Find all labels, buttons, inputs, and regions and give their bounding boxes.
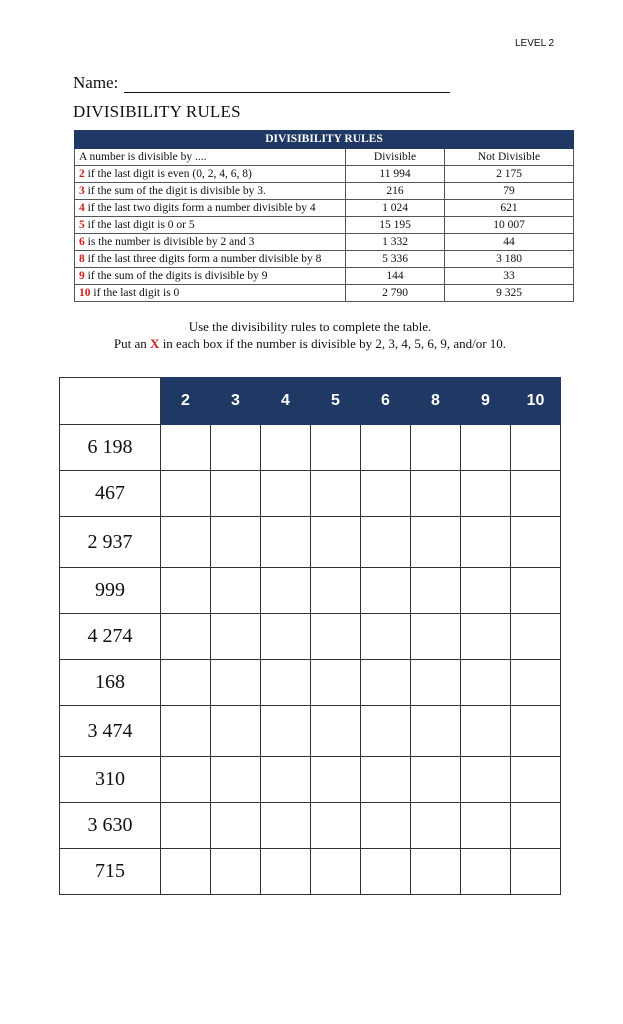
rules-banner: DIVISIBILITY RULES [75, 131, 574, 149]
number-label: 999 [60, 568, 161, 614]
answer-cell[interactable] [511, 568, 561, 614]
rules-row [75, 183, 574, 200]
divisible-example: 1 332 [346, 234, 445, 251]
answer-cell[interactable] [361, 660, 411, 706]
answer-cell[interactable] [511, 517, 561, 568]
answer-cell[interactable] [161, 425, 211, 471]
answer-cell[interactable] [261, 425, 311, 471]
rules-row [75, 234, 574, 251]
answer-cell[interactable] [311, 614, 361, 660]
answer-cell[interactable] [361, 568, 411, 614]
divisor-header: 10 [511, 378, 561, 425]
not-divisible-example: 79 [445, 183, 574, 200]
divisor-header: 5 [311, 378, 361, 425]
rules-row [75, 200, 574, 217]
rule-description: if the sum of the digits is divisible by 9 [84, 269, 268, 282]
answer-cell[interactable] [211, 849, 261, 895]
rules-header-rule: A number is divisible by .... [75, 149, 346, 166]
answer-cell[interactable] [461, 425, 511, 471]
answer-cell[interactable] [511, 425, 561, 471]
divisible-example: 144 [346, 268, 445, 285]
rules-row [75, 268, 574, 285]
rule-description: if the sum of the digit is divisible by 3. [84, 184, 266, 197]
rule-divisor: 4 [79, 201, 85, 214]
answer-grid [59, 377, 561, 895]
answer-cell[interactable] [361, 757, 411, 803]
answer-cell[interactable] [311, 757, 361, 803]
answer-cell[interactable] [161, 706, 211, 757]
grid-row [60, 425, 561, 471]
rule-text [75, 166, 346, 183]
divisor-header: 2 [161, 378, 211, 425]
answer-cell[interactable] [361, 517, 411, 568]
answer-cell[interactable] [311, 425, 361, 471]
answer-cell[interactable] [511, 849, 561, 895]
grid-row [60, 849, 561, 895]
rule-divisor: 6 [79, 235, 85, 248]
rule-description: if the last digit is 0 or 5 [84, 218, 195, 231]
rules-header-row [75, 149, 574, 166]
number-label: 3 630 [60, 803, 161, 849]
instruction-line-1: Use the divisibility rules to complete the table. [188, 319, 432, 334]
grid-corner [60, 378, 161, 425]
answer-cell[interactable] [261, 849, 311, 895]
answer-cell[interactable] [161, 517, 211, 568]
instruction-post: in each box if the number is divisible by 2, 3, 4, 5, 6, 9, and/or 10. [159, 336, 507, 351]
name-row [73, 73, 450, 93]
answer-cell[interactable] [361, 803, 411, 849]
number-label: 2 937 [60, 517, 161, 568]
answer-cell[interactable] [211, 568, 261, 614]
rule-text [75, 200, 346, 217]
not-divisible-example: 621 [445, 200, 574, 217]
grid-row [60, 614, 561, 660]
answer-cell[interactable] [261, 660, 311, 706]
divisible-example: 2 790 [346, 285, 445, 302]
rule-divisor: 10 [79, 286, 91, 299]
answer-cell[interactable] [261, 568, 311, 614]
divisor-header: 9 [461, 378, 511, 425]
answer-cell[interactable] [461, 757, 511, 803]
number-label: 4 274 [60, 614, 161, 660]
instructions [60, 318, 560, 352]
answer-cell[interactable] [411, 517, 461, 568]
answer-cell[interactable] [361, 425, 411, 471]
number-label: 467 [60, 471, 161, 517]
answer-cell[interactable] [211, 471, 261, 517]
answer-cell[interactable] [161, 757, 211, 803]
rule-divisor: 9 [79, 269, 85, 282]
grid-row [60, 517, 561, 568]
instruction-pre: Put an [113, 336, 151, 351]
answer-cell[interactable] [411, 471, 461, 517]
rule-description: if the last digit is even (0, 2, 4, 6, 8) [84, 167, 252, 180]
divisor-header: 3 [211, 378, 261, 425]
grid-row [60, 471, 561, 517]
rule-description: if the last digit is 0 [90, 286, 180, 299]
rules-row [75, 217, 574, 234]
answer-cell[interactable] [461, 614, 511, 660]
number-label: 715 [60, 849, 161, 895]
rules-table [74, 130, 574, 302]
divisible-example: 11 994 [346, 166, 445, 183]
name-field[interactable] [124, 74, 450, 93]
grid-row [60, 568, 561, 614]
answer-cell[interactable] [461, 471, 511, 517]
answer-cell[interactable] [161, 660, 211, 706]
not-divisible-example: 2 175 [445, 166, 574, 183]
rule-description: if the last two digits form a number divisible by 4 [84, 201, 316, 214]
answer-cell[interactable] [211, 517, 261, 568]
answer-cell[interactable] [311, 517, 361, 568]
rule-divisor: 2 [79, 167, 85, 180]
rule-text [75, 217, 346, 234]
answer-cell[interactable] [211, 660, 261, 706]
answer-cell[interactable] [311, 568, 361, 614]
rule-divisor: 8 [79, 252, 85, 265]
answer-cell[interactable] [161, 849, 211, 895]
rule-text [75, 251, 346, 268]
answer-cell[interactable] [461, 849, 511, 895]
answer-cell[interactable] [411, 706, 461, 757]
answer-cell[interactable] [411, 803, 461, 849]
rule-text [75, 234, 346, 251]
rules-header-divisible: Divisible [346, 149, 445, 166]
rule-description: is the number is divisible by 2 and 3 [84, 235, 255, 248]
answer-cell[interactable] [461, 706, 511, 757]
rule-description: if the last three digits form a number divisible by 8 [84, 252, 322, 265]
x-mark-label: X [150, 336, 160, 351]
number-label: 3 474 [60, 706, 161, 757]
answer-cell[interactable] [161, 471, 211, 517]
page-title: DIVISIBILITY RULES [73, 102, 241, 121]
answer-cell[interactable] [311, 803, 361, 849]
divisor-header: 6 [361, 378, 411, 425]
answer-cell[interactable] [511, 706, 561, 757]
grid-row [60, 803, 561, 849]
answer-cell[interactable] [311, 849, 361, 895]
answer-cell[interactable] [211, 706, 261, 757]
answer-cell[interactable] [511, 757, 561, 803]
answer-cell[interactable] [511, 660, 561, 706]
answer-cell[interactable] [261, 803, 311, 849]
divisible-example: 5 336 [346, 251, 445, 268]
divisible-example: 216 [346, 183, 445, 200]
not-divisible-example: 3 180 [445, 251, 574, 268]
answer-cell[interactable] [161, 568, 211, 614]
instruction-line-2 [60, 335, 560, 352]
answer-cell[interactable] [411, 425, 461, 471]
rule-text [75, 285, 346, 302]
divisible-example: 15 195 [346, 217, 445, 234]
answer-cell[interactable] [261, 757, 311, 803]
answer-cell[interactable] [211, 614, 261, 660]
answer-cell[interactable] [261, 614, 311, 660]
answer-cell[interactable] [361, 849, 411, 895]
number-label: 310 [60, 757, 161, 803]
number-label: 6 198 [60, 425, 161, 471]
grid-row [60, 706, 561, 757]
not-divisible-example: 33 [445, 268, 574, 285]
answer-cell[interactable] [261, 517, 311, 568]
rule-text [75, 183, 346, 200]
answer-cell[interactable] [261, 706, 311, 757]
grid-row [60, 757, 561, 803]
answer-cell[interactable] [361, 706, 411, 757]
answer-cell[interactable] [361, 471, 411, 517]
rules-row [75, 166, 574, 183]
grid-row [60, 660, 561, 706]
answer-cell[interactable] [411, 568, 461, 614]
answer-cell[interactable] [411, 849, 461, 895]
rules-row [75, 285, 574, 302]
level-label: LEVEL 2 [515, 38, 555, 49]
answer-cell[interactable] [161, 803, 211, 849]
divisor-header: 4 [261, 378, 311, 425]
answer-cell[interactable] [461, 568, 511, 614]
answer-cell[interactable] [311, 660, 361, 706]
answer-cell[interactable] [161, 614, 211, 660]
answer-cell[interactable] [411, 757, 461, 803]
rule-text [75, 268, 346, 285]
answer-cell[interactable] [411, 660, 461, 706]
answer-cell[interactable] [311, 706, 361, 757]
answer-cell[interactable] [211, 425, 261, 471]
answer-cell[interactable] [311, 471, 361, 517]
not-divisible-example: 44 [445, 234, 574, 251]
answer-cell[interactable] [261, 471, 311, 517]
answer-cell[interactable] [461, 803, 511, 849]
answer-cell[interactable] [211, 757, 261, 803]
not-divisible-example: 9 325 [445, 285, 574, 302]
answer-cell[interactable] [211, 803, 261, 849]
answer-cell[interactable] [361, 614, 411, 660]
answer-cell[interactable] [511, 471, 561, 517]
rule-divisor: 5 [79, 218, 85, 231]
not-divisible-example: 10 007 [445, 217, 574, 234]
rules-header-not-divisible: Not Divisible [445, 149, 574, 166]
answer-cell[interactable] [461, 660, 511, 706]
rule-divisor: 3 [79, 184, 85, 197]
answer-cell[interactable] [461, 517, 511, 568]
name-label: Name: [73, 73, 119, 92]
divisor-header: 8 [411, 378, 461, 425]
answer-cell[interactable] [411, 614, 461, 660]
rules-row [75, 251, 574, 268]
number-label: 168 [60, 660, 161, 706]
divisible-example: 1 024 [346, 200, 445, 217]
answer-cell[interactable] [511, 803, 561, 849]
answer-cell[interactable] [511, 614, 561, 660]
